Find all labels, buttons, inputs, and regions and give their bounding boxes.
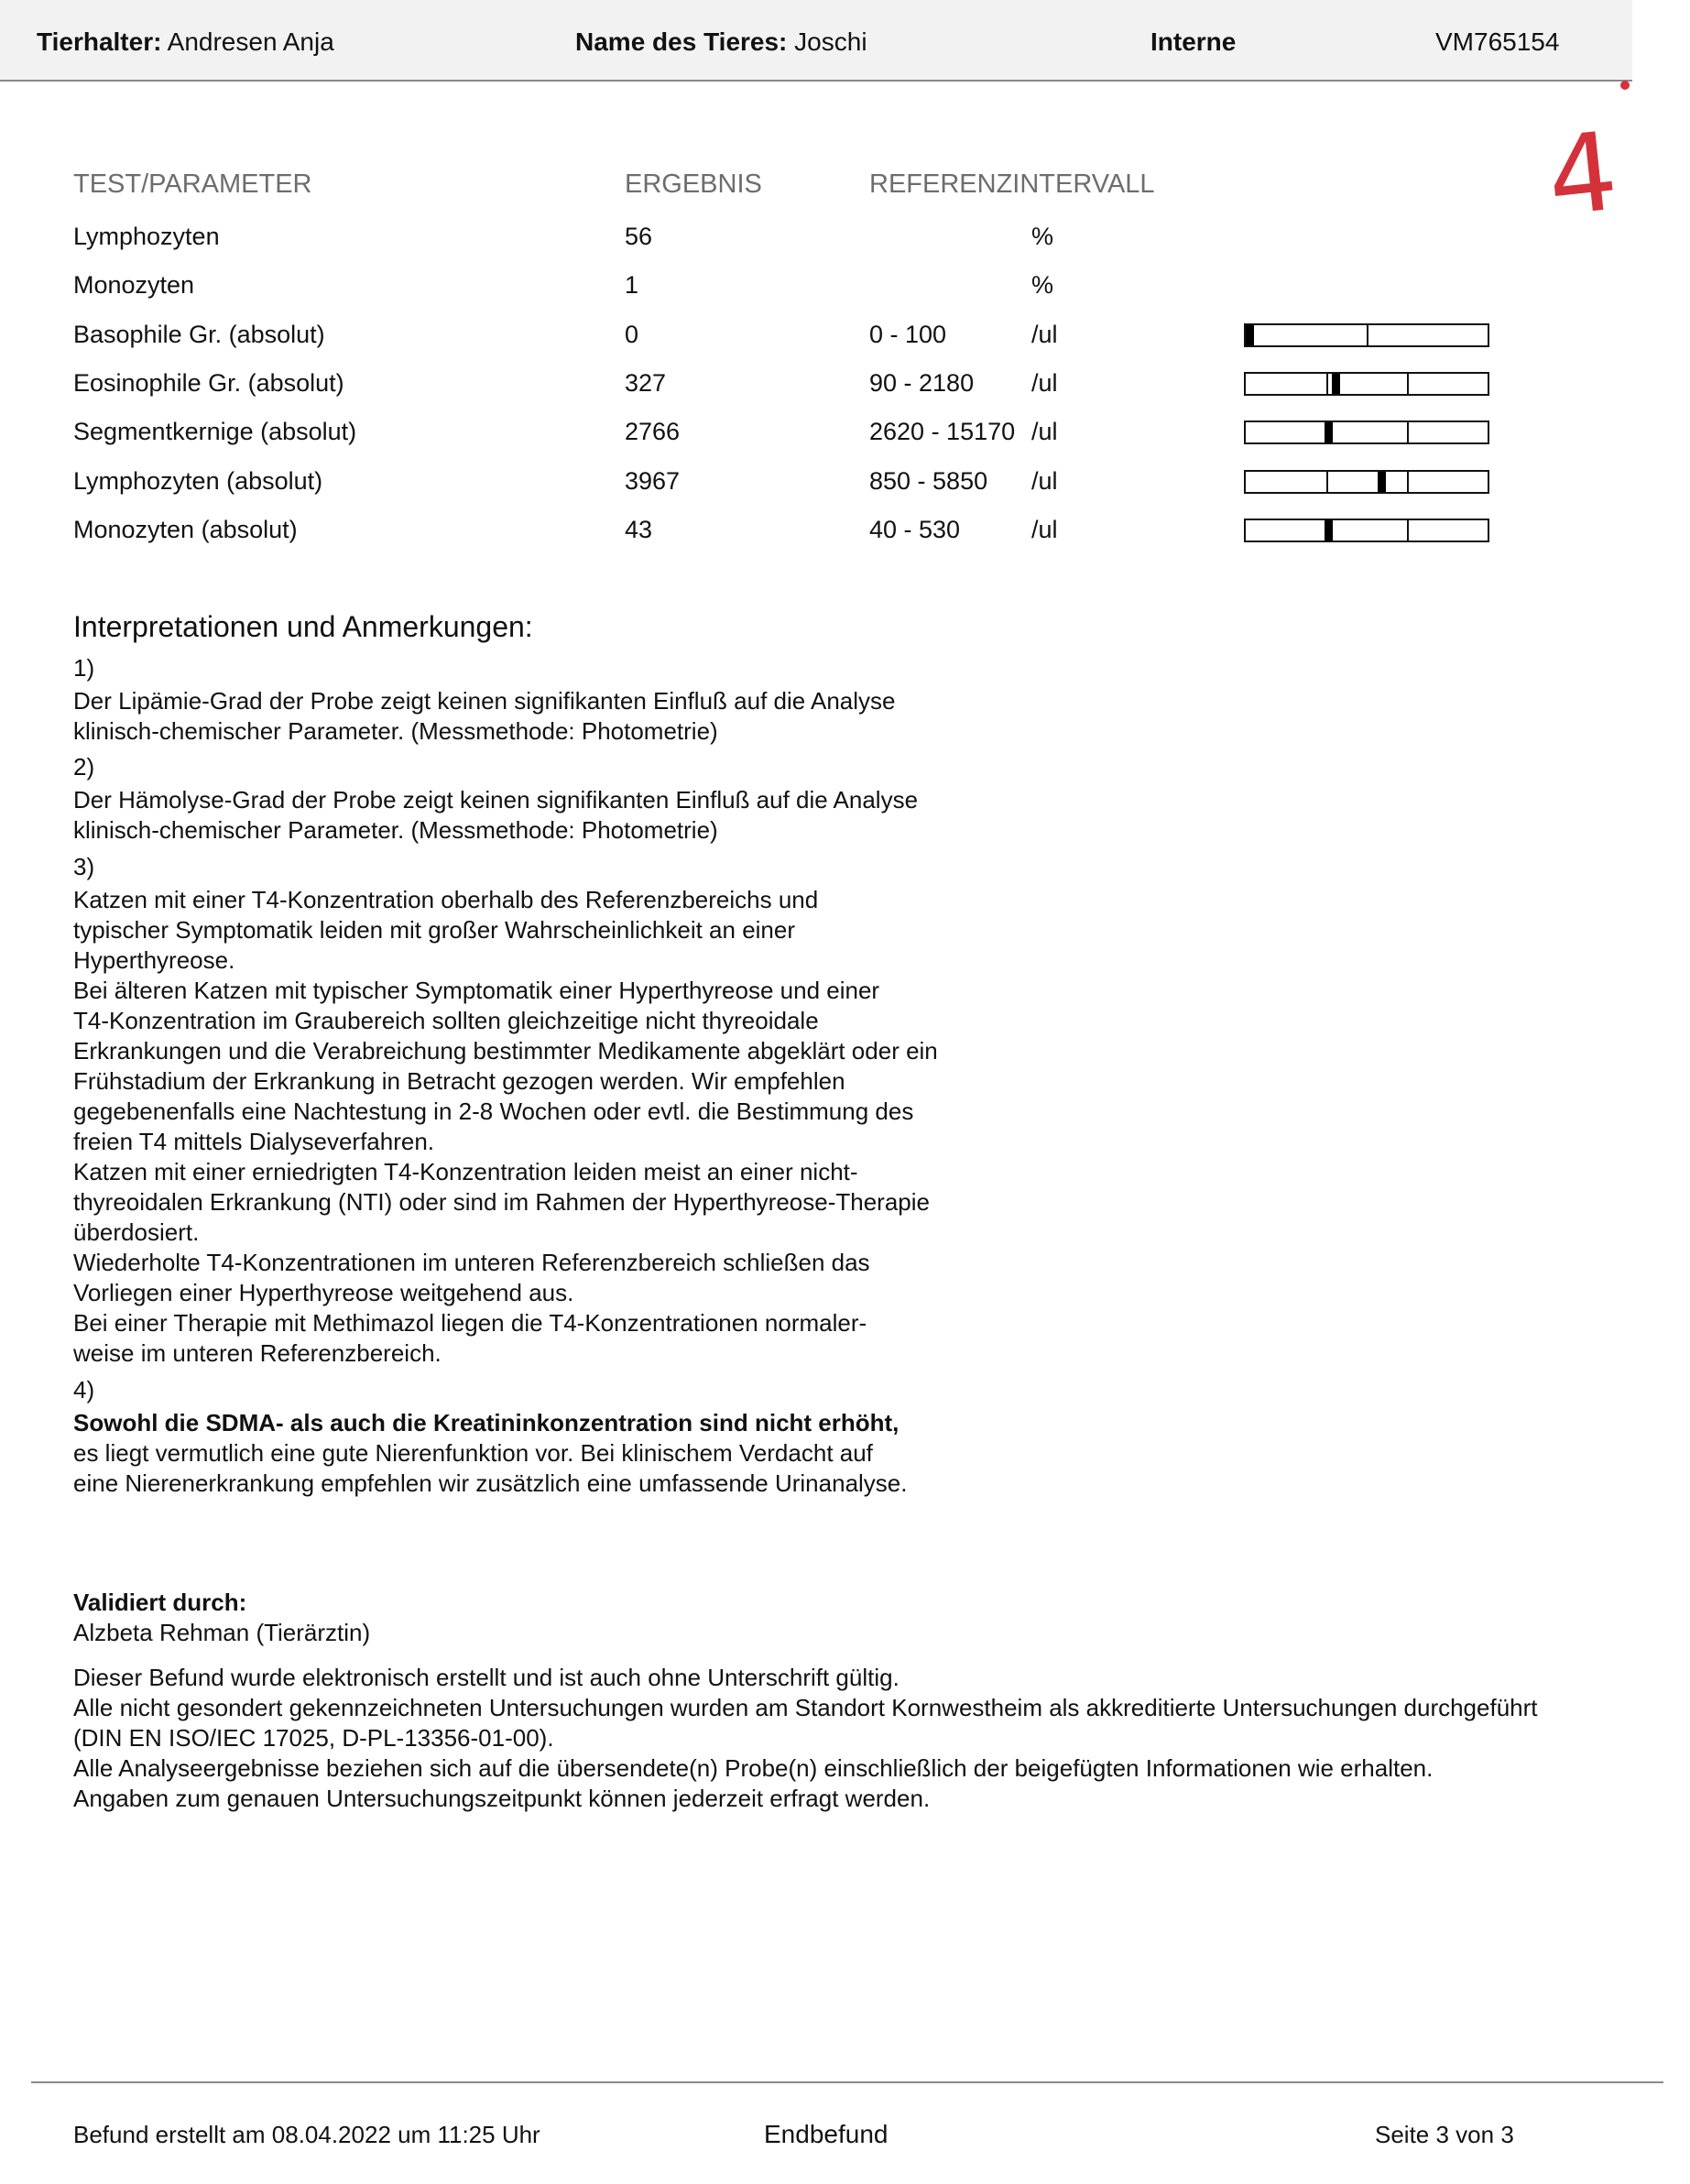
interpretation-line: klinisch-chemischer Parameter. (Messmethode: Photometrie): [73, 816, 718, 844]
disclaimer-line: Dieser Befund wurde elektronisch erstellt und ist auch ohne Unterschrift gültig.: [73, 1664, 900, 1691]
internal-value: VM765154: [1435, 27, 1560, 56]
parameter-name: Eosinophile Gr. (absolut): [73, 368, 344, 397]
unit: /ul: [1031, 320, 1058, 348]
disclaimer-line: (DIN EN ISO/IEC 17025, D-PL-13356-01-00).: [73, 1724, 554, 1752]
parameter-name: Monozyten (absolut): [73, 515, 298, 543]
owner-field: [37, 24, 334, 60]
interpretation-line: eine Nierenerkrankung empfehlen wir zusätzlich eine umfassende Urinanalyse.: [73, 1469, 908, 1497]
result-marker: [1378, 472, 1386, 492]
result-value: 0: [625, 320, 639, 348]
animal-field: [575, 24, 867, 60]
interpretation-4: [73, 1372, 907, 1499]
result-value: 327: [625, 368, 667, 397]
table-row: [0, 359, 1690, 408]
reference-bar: [1244, 323, 1489, 347]
reference-interval: 2620 - 15170: [869, 418, 1016, 446]
reference-bar: [1244, 420, 1489, 444]
disclaimer-line: Alle nicht gesondert gekennzeichneten Untersuchungen wurden am Standort Kornwestheim als akkreditierte Untersuchungen durchgeführt: [73, 1694, 1538, 1721]
interpretation-line: klinisch-chemischer Parameter. (Messmethode: Photometrie): [73, 717, 718, 745]
unit: /ul: [1031, 418, 1058, 446]
animal-value: Joschi: [794, 27, 867, 56]
reference-bar-divider: [1367, 325, 1368, 345]
result-value: 2766: [625, 418, 681, 446]
interpretation-number: 1): [73, 654, 95, 682]
footer-created: Befund erstellt am 08.04.2022 um 11:25 Uhr: [73, 2121, 540, 2148]
table-row: [0, 408, 1690, 456]
table-row: [0, 506, 1690, 554]
reference-bar-divider: [1407, 374, 1409, 394]
validation-block: [73, 1588, 370, 1648]
footer-status: Endbefund: [764, 2120, 889, 2148]
parameter-name: Basophile Gr. (absolut): [73, 320, 325, 348]
interpretation-line: typischer Symptomatik leiden mit großer Wahrscheinlichkeit an einer: [73, 916, 796, 944]
reference-bar-divider: [1326, 472, 1328, 492]
interpretation-line: Frühstadium der Erkrankung in Betracht gezogen werden. Wir empfehlen: [73, 1067, 845, 1095]
unit: /ul: [1031, 368, 1058, 397]
validation-label: Validiert durch:: [73, 1589, 247, 1616]
reference-bar-divider: [1326, 374, 1328, 394]
owner-value: Andresen Anja: [167, 27, 334, 56]
reference-interval: 90 - 2180: [869, 368, 975, 397]
interpretation-line: Erkrankungen und die Verabreichung bestimmter Medikamente abgeklärt oder ein: [73, 1037, 938, 1065]
interpretation-line: gegebenenfalls eine Nachtestung in 2-8 Wochen oder evtl. die Bestimmung des: [73, 1097, 914, 1125]
interpretation-number: 2): [73, 753, 95, 781]
unit: %: [1031, 271, 1054, 300]
owner-label: Tierhalter:: [37, 27, 162, 56]
interpretation-3: [73, 849, 938, 1369]
unit: %: [1031, 223, 1054, 250]
interpretation-line: Der Hämolyse-Grad der Probe zeigt keinen signifikanten Einfluß auf die Analyse: [73, 786, 919, 814]
interpretation-line: Wiederholte T4-Konzentrationen im unteren Referenzbereich schließen das: [73, 1249, 870, 1276]
disclaimer-line: Alle Analyseergebnisse beziehen sich auf die übersendete(n) Probe(n) einschließlich der beigefügten Informationen wie erhalten.: [73, 1754, 1434, 1782]
table-row: [0, 311, 1690, 359]
footer-page: Seite 3 von 3: [1375, 2121, 1514, 2148]
disclaimer-block: [73, 1663, 1538, 1814]
interpretation-line: freien T4 mittels Dialyseverfahren.: [73, 1128, 435, 1155]
interpretation-number: 3): [73, 853, 95, 880]
interpretation-line: weise im unteren Referenzbereich.: [73, 1339, 442, 1367]
reference-bar-divider: [1407, 472, 1409, 492]
reference-bar-divider: [1407, 422, 1409, 442]
result-marker: [1246, 325, 1254, 345]
interpretation-line: Bei einer Therapie mit Methimazol liegen die T4-Konzentrationen normaler-: [73, 1309, 867, 1337]
handwritten-page-number: 4: [1541, 107, 1624, 241]
disclaimer-line: Angaben zum genauen Untersuchungszeitpunkt können jederzeit erfragt werden.: [73, 1785, 931, 1812]
interpretation-2: [73, 749, 918, 846]
interpretation-line: Der Lipämie-Grad der Probe zeigt keinen signifikanten Einfluß auf die Analyse: [73, 687, 896, 715]
result-value: 56: [625, 223, 653, 250]
column-header-reference: REFERENZINTERVALL: [869, 169, 1155, 199]
reference-interval: 0 - 100: [869, 320, 947, 348]
column-header-parameter: TEST/PARAMETER: [73, 169, 312, 199]
column-header-result: ERGEBNIS: [625, 169, 762, 199]
table-row: [0, 261, 1690, 310]
reference-bar: [1244, 470, 1489, 494]
handwritten-dot: [1620, 81, 1630, 90]
result-value: 43: [625, 515, 653, 543]
interpretation-line: Vorliegen einer Hyperthyreose weitgehend aus.: [73, 1279, 574, 1306]
unit: /ul: [1031, 466, 1058, 495]
interpretation-line: thyreoidalen Erkrankung (NTI) oder sind im Rahmen der Hyperthyreose-Therapie: [73, 1188, 930, 1216]
parameter-name: Lymphozyten: [73, 223, 220, 250]
interpretation-1: [73, 650, 896, 747]
reference-interval: 40 - 530: [869, 515, 961, 543]
parameter-name: Monozyten: [73, 271, 195, 300]
validator-name: Alzbeta Rehman (Tierärztin): [73, 1619, 371, 1646]
internal-label: Interne: [1150, 27, 1237, 56]
interpretation-line: überdosiert.: [73, 1218, 200, 1246]
result-value: 1: [625, 271, 639, 300]
parameter-name: Segmentkernige (absolut): [73, 418, 357, 446]
reference-interval: 850 - 5850: [869, 466, 988, 495]
result-value: 3967: [625, 466, 681, 495]
reference-bar: [1244, 372, 1489, 396]
interpretations-title: Interpretationen und Anmerkungen:: [73, 610, 533, 643]
interpretation-line: Katzen mit einer erniedrigten T4-Konzentration leiden meist an einer nicht-: [73, 1158, 858, 1185]
interpretation-line: T4-Konzentration im Graubereich sollten gleichzeitige nicht thyreoidale: [73, 1007, 819, 1034]
unit: /ul: [1031, 515, 1058, 543]
interpretation-line: Bei älteren Katzen mit typischer Symptomatik einer Hyperthyreose und einer: [73, 977, 880, 1004]
result-marker: [1325, 520, 1333, 541]
interpretation-line-bold: Sowohl die SDMA- als auch die Kreatininkonzentration sind nicht erhöht,: [73, 1409, 900, 1436]
interpretation-line: es liegt vermutlich eine gute Nierenfunktion vor. Bei klinischem Verdacht auf: [73, 1439, 873, 1467]
reference-bar: [1244, 519, 1489, 542]
animal-label: Name des Tieres:: [575, 27, 788, 56]
reference-bar-divider: [1407, 520, 1409, 541]
table-row: [0, 213, 1690, 261]
result-marker: [1325, 422, 1333, 442]
result-marker: [1332, 374, 1340, 394]
interpretation-number: 4): [73, 1376, 95, 1403]
parameter-name: Lymphozyten (absolut): [73, 466, 323, 495]
interpretation-line: Hyperthyreose.: [73, 946, 235, 974]
interpretation-line: Katzen mit einer T4-Konzentration oberhalb des Referenzbereichs und: [73, 886, 819, 913]
table-row: [0, 457, 1690, 506]
footer-divider: [31, 2081, 1663, 2083]
